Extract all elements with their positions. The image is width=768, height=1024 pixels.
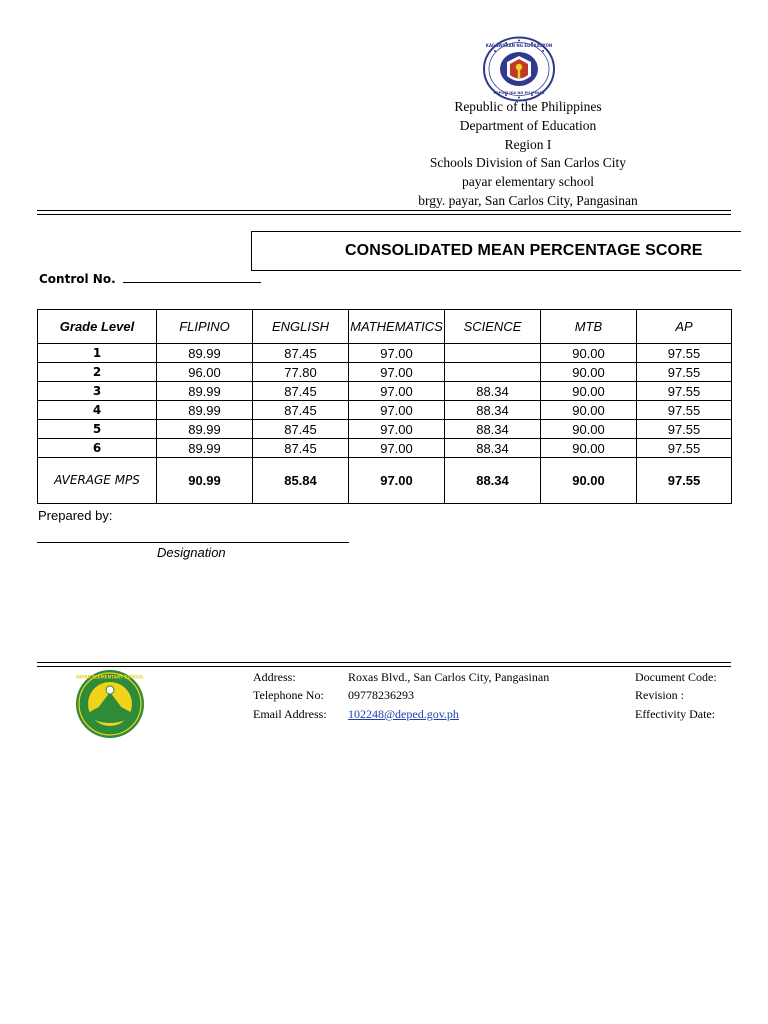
header-filipino: FLIPINO [157, 310, 253, 344]
cell-filipino: 89.99 [157, 344, 253, 363]
cell-mtb: 90.00 [541, 401, 637, 420]
average-label: AVERAGE MPS [38, 458, 157, 504]
footer-divider-top [37, 662, 731, 663]
table-row [38, 363, 732, 382]
cell-ap: 97.55 [637, 401, 732, 420]
table-row [38, 420, 732, 439]
document-code-label: Document Code: [635, 670, 717, 684]
email-link[interactable]: 102248@deped.gov.ph [348, 707, 459, 721]
cell-mtb: 90.00 [541, 420, 637, 439]
cell-ap: 97.55 [637, 439, 732, 458]
table-row [38, 439, 732, 458]
cell-science [445, 363, 541, 382]
avg-science: 88.34 [445, 458, 541, 504]
cell-grade: 2 [38, 363, 157, 382]
cell-mtb: 90.00 [541, 344, 637, 363]
control-number-line [123, 272, 261, 283]
header-ap: AP [637, 310, 732, 344]
cell-mtb: 90.00 [541, 439, 637, 458]
cell-english: 87.45 [253, 344, 349, 363]
header-divider-top [37, 210, 731, 211]
cell-mathematics: 97.00 [349, 382, 445, 401]
mps-table [37, 309, 732, 504]
cell-mathematics: 97.00 [349, 363, 445, 382]
header-grade-level: Grade Level [38, 310, 157, 344]
telephone-value: 09778236293 [348, 688, 414, 702]
revision-label: Revision : [635, 688, 685, 702]
cell-grade: 3 [38, 382, 157, 401]
seal-text-top: KAGAWARAN NG EDUKASYON [485, 43, 553, 48]
table-row [38, 344, 732, 363]
cell-filipino: 96.00 [157, 363, 253, 382]
cell-filipino: 89.99 [157, 420, 253, 439]
cell-mathematics: 97.00 [349, 344, 445, 363]
avg-mathematics: 97.00 [349, 458, 445, 504]
table-row [38, 382, 732, 401]
header-line-region: Region I [504, 136, 552, 152]
average-row [38, 458, 732, 504]
school-seal-text: PAYAR ELEMENTARY SCHOOL [76, 674, 144, 680]
cell-mtb: 90.00 [541, 363, 637, 382]
cell-mathematics: 97.00 [349, 420, 445, 439]
cell-english: 87.45 [253, 401, 349, 420]
school-seal-icon [74, 668, 146, 740]
header-line-department: Department of Education [459, 117, 597, 133]
header-line-division: Schools Division of San Carlos City [429, 155, 627, 171]
avg-filipino: 90.99 [157, 458, 253, 504]
cell-science [445, 344, 541, 363]
cell-science: 88.34 [445, 439, 541, 458]
cell-ap: 97.55 [637, 382, 732, 401]
table-header-row [38, 310, 732, 344]
table-row [38, 401, 732, 420]
address-label: Address: [253, 670, 296, 684]
cell-ap: 97.55 [637, 420, 732, 439]
telephone-label: Telephone No: [253, 688, 324, 702]
header-line-school: payar elementary school [462, 174, 594, 190]
footer-divider-bottom [37, 666, 731, 667]
header-divider-bottom [37, 214, 731, 215]
cell-filipino: 89.99 [157, 382, 253, 401]
cell-mathematics: 97.00 [349, 439, 445, 458]
deped-seal-icon [482, 36, 556, 102]
cell-science: 88.34 [445, 382, 541, 401]
cell-filipino: 89.99 [157, 439, 253, 458]
header-mtb: MTB [541, 310, 637, 344]
avg-english: 85.84 [253, 458, 349, 504]
header-science: SCIENCE [445, 310, 541, 344]
cell-grade: 5 [38, 420, 157, 439]
seal-text-bottom: REPUBLIKA NG PILIPINAS [493, 91, 545, 95]
prepared-by-label: Prepared by: [38, 508, 113, 523]
control-number-label: Control No. [39, 272, 116, 286]
cell-english: 87.45 [253, 382, 349, 401]
page-title: CONSOLIDATED MEAN PERCENTAGE SCORE [345, 242, 703, 259]
header-line-republic: Republic of the Philippines [454, 99, 602, 114]
signature-line [37, 542, 349, 543]
avg-ap: 97.55 [637, 458, 732, 504]
cell-ap: 97.55 [637, 344, 732, 363]
cell-english: 77.80 [253, 363, 349, 382]
cell-ap: 97.55 [637, 363, 732, 382]
cell-filipino: 89.99 [157, 401, 253, 420]
avg-mtb: 90.00 [541, 458, 637, 504]
cell-english: 87.45 [253, 420, 349, 439]
cell-mathematics: 97.00 [349, 401, 445, 420]
cell-grade: 1 [38, 344, 157, 363]
control-number [39, 272, 261, 286]
effectivity-date-label: Effectivity Date: [635, 707, 716, 721]
cell-grade: 4 [38, 401, 157, 420]
email-label: Email Address: [253, 707, 327, 721]
title-box [251, 231, 741, 271]
cell-mtb: 90.00 [541, 382, 637, 401]
header-mathematics: MATHEMATICS [349, 310, 445, 344]
address-value: Roxas Blvd., San Carlos City, Pangasinan [348, 670, 550, 684]
header-english: ENGLISH [253, 310, 349, 344]
cell-grade: 6 [38, 439, 157, 458]
letterhead [380, 98, 676, 211]
header-line-address: brgy. payar, San Carlos City, Pangasinan [418, 192, 638, 208]
cell-science: 88.34 [445, 420, 541, 439]
cell-science: 88.34 [445, 401, 541, 420]
designation-label: Designation [157, 545, 226, 560]
cell-english: 87.45 [253, 439, 349, 458]
